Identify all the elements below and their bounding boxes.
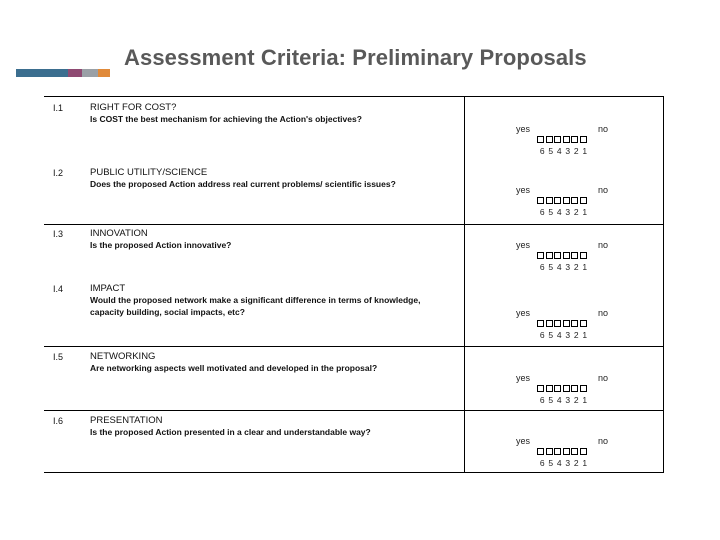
- criterion-question: Are networking aspects well motivated and developed in the proposal?: [90, 363, 378, 373]
- rating-value: 1: [582, 146, 588, 156]
- rating-value: 4: [556, 330, 562, 340]
- criterion-number: I.5: [53, 352, 64, 362]
- rating-checkbox-6[interactable]: [537, 320, 544, 327]
- rating-value: 6: [539, 146, 545, 156]
- row-divider: [44, 410, 663, 411]
- criterion-number: I.4: [53, 284, 64, 294]
- rating-value: 1: [582, 458, 588, 468]
- accent-bar: [16, 69, 110, 77]
- rating-value: 2: [573, 146, 579, 156]
- rating-yes-label: yes: [516, 308, 531, 318]
- rating-value: 1: [582, 395, 588, 405]
- rating-yes-label: yes: [516, 185, 531, 195]
- rating-no-label: no: [598, 373, 609, 383]
- rating-value: 4: [556, 207, 562, 217]
- rating-value: 3: [565, 262, 571, 272]
- rating-checkbox-4[interactable]: [554, 197, 561, 204]
- rating-yes-label: yes: [516, 436, 531, 446]
- rating-value: 2: [573, 395, 579, 405]
- rating-value: 3: [565, 207, 571, 217]
- rating-checkbox-5[interactable]: [546, 197, 553, 204]
- rating-value: 5: [548, 395, 554, 405]
- criterion-question: Is the proposed Action innovative?: [90, 240, 232, 250]
- rating-value: 3: [565, 395, 571, 405]
- rating-checkbox-2[interactable]: [571, 385, 578, 392]
- rating-checkbox-5[interactable]: [546, 136, 553, 143]
- criterion-question: Is the proposed Action presented in a clear and understandable way?: [90, 427, 371, 437]
- rating-value: 6: [539, 458, 545, 468]
- rating-checkbox-5[interactable]: [546, 448, 553, 455]
- criterion-number: I.6: [53, 416, 64, 426]
- rating-checkbox-6[interactable]: [537, 252, 544, 259]
- rating-checkbox-3[interactable]: [563, 320, 570, 327]
- rating-checkbox-5[interactable]: [546, 320, 553, 327]
- rating-checkbox-6[interactable]: [537, 385, 544, 392]
- rating-checkbox-1[interactable]: [580, 320, 587, 327]
- rating-value: 4: [556, 458, 562, 468]
- rating-value: 5: [548, 330, 554, 340]
- column-divider: [464, 97, 465, 472]
- criterion-question: Is COST the best mechanism for achieving the Action's objectives?: [90, 114, 362, 124]
- criterion-heading: IMPACT: [90, 283, 126, 294]
- rating-no-label: no: [598, 436, 609, 446]
- slide-title: Assessment Criteria: Preliminary Proposals: [124, 45, 587, 70]
- rating-value: 3: [565, 458, 571, 468]
- rating-checkbox-6[interactable]: [537, 136, 544, 143]
- rating-value: 6: [539, 330, 545, 340]
- rating-value: 4: [556, 146, 562, 156]
- criterion-number: I.1: [53, 103, 64, 113]
- rating-no-label: no: [598, 124, 609, 134]
- rating-checkbox-4[interactable]: [554, 448, 561, 455]
- rating-value: 1: [582, 262, 588, 272]
- rating-checkbox-1[interactable]: [580, 385, 587, 392]
- criterion-heading: NETWORKING: [90, 351, 156, 362]
- rating-no-label: no: [598, 240, 609, 250]
- row-divider: [44, 224, 663, 225]
- row-divider: [44, 346, 663, 347]
- criterion-heading: INNOVATION: [90, 228, 148, 239]
- rating-checkbox-3[interactable]: [563, 136, 570, 143]
- rating-checkbox-1[interactable]: [580, 136, 587, 143]
- criterion-question: Would the proposed network make a significant difference in terms of knowledge, capacity building, social impacts, etc?: [90, 295, 421, 317]
- criteria-table: [44, 96, 664, 473]
- rating-checkbox-1[interactable]: [580, 197, 587, 204]
- rating-value: 6: [539, 395, 545, 405]
- rating-value: 4: [556, 395, 562, 405]
- rating-checkbox-1[interactable]: [580, 448, 587, 455]
- accent-bar-purple: [68, 69, 82, 77]
- rating-checkbox-4[interactable]: [554, 136, 561, 143]
- rating-value: 4: [556, 262, 562, 272]
- rating-value: 2: [573, 330, 579, 340]
- rating-value: 6: [539, 207, 545, 217]
- rating-value: 5: [548, 146, 554, 156]
- rating-value: 2: [573, 262, 579, 272]
- rating-yes-label: yes: [516, 373, 531, 383]
- rating-checkbox-6[interactable]: [537, 448, 544, 455]
- rating-checkbox-2[interactable]: [571, 197, 578, 204]
- rating-checkbox-2[interactable]: [571, 448, 578, 455]
- rating-no-label: no: [598, 185, 609, 195]
- criterion-heading: PRESENTATION: [90, 415, 163, 426]
- rating-checkbox-5[interactable]: [546, 385, 553, 392]
- rating-checkbox-4[interactable]: [554, 252, 561, 259]
- rating-no-label: no: [598, 308, 609, 318]
- criterion-heading: PUBLIC UTILITY/SCIENCE: [90, 167, 208, 178]
- rating-checkbox-3[interactable]: [563, 448, 570, 455]
- rating-checkbox-6[interactable]: [537, 197, 544, 204]
- criterion-question: Does the proposed Action address real current problems/ scientific issues?: [90, 179, 396, 189]
- rating-checkbox-4[interactable]: [554, 320, 561, 327]
- rating-value: 6: [539, 262, 545, 272]
- rating-yes-label: yes: [516, 240, 531, 250]
- rating-checkbox-4[interactable]: [554, 385, 561, 392]
- criterion-heading: RIGHT FOR COST?: [90, 102, 177, 113]
- rating-value: 1: [582, 330, 588, 340]
- rating-value: 5: [548, 207, 554, 217]
- rating-checkbox-2[interactable]: [571, 320, 578, 327]
- accent-bar-grey: [82, 69, 98, 77]
- rating-value: 2: [573, 207, 579, 217]
- rating-value: 5: [548, 262, 554, 272]
- accent-bar-blue: [16, 69, 68, 77]
- rating-yes-label: yes: [516, 124, 531, 134]
- rating-checkbox-2[interactable]: [571, 136, 578, 143]
- rating-value: 3: [565, 146, 571, 156]
- rating-checkbox-2[interactable]: [571, 252, 578, 259]
- rating-checkbox-3[interactable]: [563, 197, 570, 204]
- accent-bar-orange: [98, 69, 110, 77]
- rating-value: 3: [565, 330, 571, 340]
- criterion-number: I.2: [53, 168, 64, 178]
- rating-checkbox-3[interactable]: [563, 385, 570, 392]
- rating-value: 2: [573, 458, 579, 468]
- rating-value: 5: [548, 458, 554, 468]
- rating-value: 1: [582, 207, 588, 217]
- rating-checkbox-1[interactable]: [580, 252, 587, 259]
- rating-checkbox-3[interactable]: [563, 252, 570, 259]
- criterion-number: I.3: [53, 229, 64, 239]
- rating-checkbox-5[interactable]: [546, 252, 553, 259]
